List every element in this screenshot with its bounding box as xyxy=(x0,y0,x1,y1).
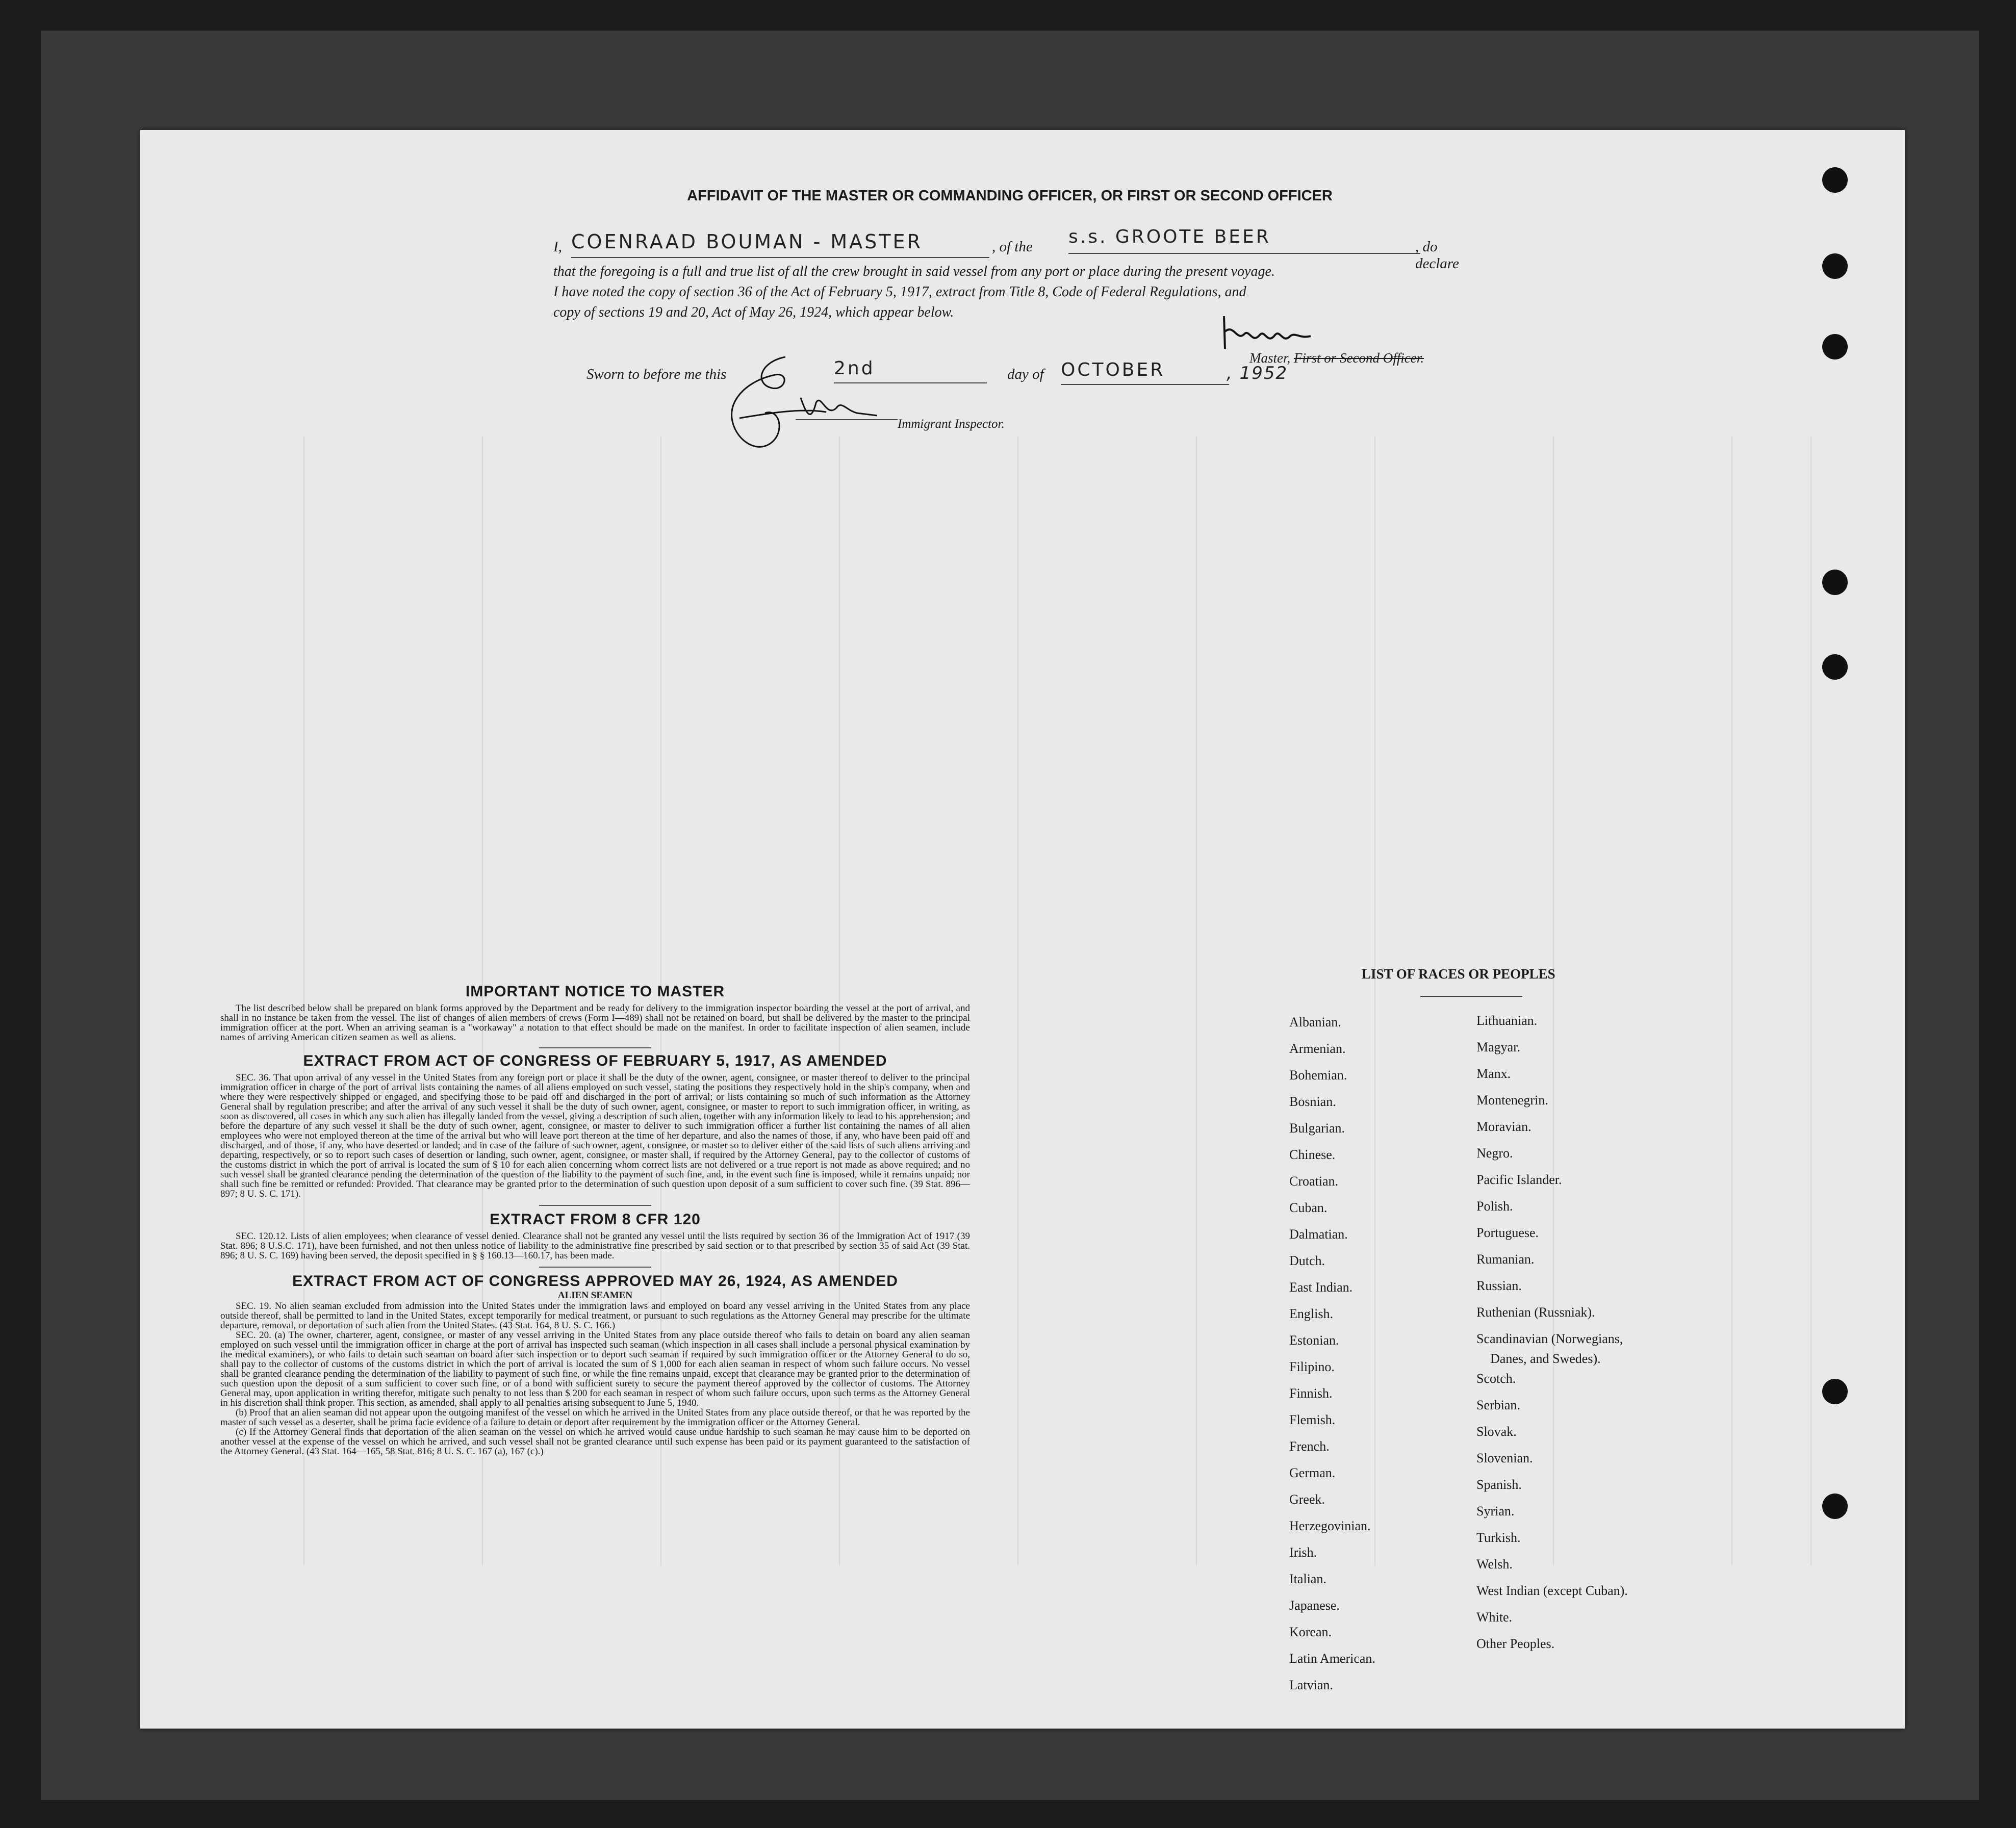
race-item: Japanese. xyxy=(1289,1598,1340,1613)
notice-title: IMPORTANT NOTICE TO MASTER xyxy=(465,983,725,1000)
race-item: Estonian. xyxy=(1289,1333,1339,1348)
race-item: Albanian. xyxy=(1289,1015,1341,1029)
sec19-text: SEC. 19. No alien seaman excluded from admission into the United States under the immigration laws and employed on board any vessel arriving in the United States from any place outside thereof, shall be permitted to land in the United States, except temporarily for medical treatment, or pursuant to such regulations as the Attorney General may prescribe for the ultimate departure, removal, or deportation of such alien from the United States. (43 Stat. 164, 8 U. S. C. 166.) xyxy=(220,1301,970,1331)
race-item: White. xyxy=(1476,1610,1513,1625)
race-item: English. xyxy=(1289,1306,1333,1321)
inspector-rule xyxy=(796,418,898,420)
race-item: Scandinavian (Norwegians, xyxy=(1476,1331,1623,1346)
pronoun: I, xyxy=(553,239,562,255)
race-item: Manx. xyxy=(1476,1066,1511,1081)
sec20b-text: (b) Proof that an alien seaman did not appear upon the outgoing manifest of the vessel on which he arrived in the United States from any place outside thereof, or that he was reported by the master of such vessel as a deserter, shall be prima facie evidence of a failure to detain or deport after requirement by the immigration officer or the Attorney General. xyxy=(220,1407,970,1428)
races-title: LIST OF RACES OR PEOPLES xyxy=(1362,966,1555,982)
race-item: Russian. xyxy=(1476,1278,1522,1293)
race-item: Slovak. xyxy=(1476,1424,1517,1439)
race-item: Bohemian. xyxy=(1289,1068,1347,1083)
race-item: Chinese. xyxy=(1289,1147,1336,1162)
race-item: Portuguese. xyxy=(1476,1225,1539,1240)
race-item: Greek. xyxy=(1289,1492,1325,1507)
bleed-through-rule xyxy=(1810,436,1811,1565)
bleed-through-rule xyxy=(1553,436,1554,1565)
bleed-through-rule xyxy=(1731,436,1732,1565)
race-item: Dutch. xyxy=(1289,1253,1325,1268)
bleed-through-rule xyxy=(1017,436,1018,1565)
race-item: Rumanian. xyxy=(1476,1252,1535,1267)
race-item: Latvian. xyxy=(1289,1678,1333,1692)
declaration-text-line4: copy of sections 19 and 20, Act of May 26, 1924, which appear below. xyxy=(553,304,954,320)
sec20a-text: SEC. 20. (a) The owner, charterer, agent, consignee, or master of any vessel arriving in the United States from any place outside thereof who fails to detain on board any alien seaman employed on such vessel until the immigration officer in charge at the port of arrival has inspected such seaman (which inspection in all cases shall include a personal physical examination by the medical examiners), or who fails to detain such seaman on board after such inspection or to deport such seaman if required by such immigration officer or the Attorney General to do so, shall pay to the collector of customs of the customs district in which the port of arrival is located the sum of $ 1,000 for each alien seaman in respect of whom such failure occurs. No vessel shall be granted clearance pending the determination of the liability to payment of such fine, or while the fine remains unpaid, except that clearance may be granted prior to the determination of such question upon the deposit of a sum sufficient to cover such fine, or of a bond with sufficient surety to secure the payment thereof approved by the collector of customs. The Attorney General may, upon application in writing therefor, mitigate such penalty to not less than $ 200 for each seaman in respect of whom such failure occurs, upon such terms as the Attorney General in his discretion shall think proper. This section, as amended, shall apply to all penalties arising subsequent to June 5, 1940. xyxy=(220,1330,970,1408)
race-item: Polish. xyxy=(1476,1199,1513,1214)
race-item: Filipino. xyxy=(1289,1359,1335,1374)
sworn-day: 2nd xyxy=(834,358,987,383)
divider xyxy=(539,1205,651,1206)
legal-notices xyxy=(220,983,970,1456)
extract-cfr-body: SEC. 120.12. Lists of alien employees; when clearance of vessel denied. Clearance shall not be granted any vessel until the lists required by section 36 of the Immigration Act of 1917 (39 Stat. 896; 8 U.S.C. 171), have been furnished, and not then unless notice of liability to the administrative fine prescribed by said section or to that prescribed by section 35 of said Act (39 Stat. 896; 8 U. S. C. 169) having been served, the deposit specified in § § 160.13—160.17, has been made. xyxy=(220,1231,970,1261)
race-item: Serbian. xyxy=(1476,1398,1520,1412)
master-label: Master, xyxy=(1249,350,1291,366)
divider xyxy=(539,1267,651,1268)
race-item: Cuban. xyxy=(1289,1200,1328,1215)
race-item: Armenian. xyxy=(1289,1041,1346,1056)
race-item: German. xyxy=(1289,1465,1336,1480)
divider xyxy=(539,1047,651,1048)
race-item: Welsh. xyxy=(1476,1557,1513,1572)
sworn-label: Sworn to before me this xyxy=(586,366,727,382)
race-item: Negro. xyxy=(1476,1146,1513,1161)
race-item: Herzegovinian. xyxy=(1289,1518,1371,1533)
punch-hole xyxy=(1822,167,1848,193)
struck-officer-label: First or Second Officer. xyxy=(1294,350,1424,366)
sec20c-text: (c) If the Attorney General finds that deportation of the alien seaman on the vessel on which he arrived would cause undue hardship to such seaman he may cause him to be deported on another vessel at the expense of the vessel on which he arrived, and such vessel shall not be granted clearance until such expense has been paid or its payment guaranteed to the satisfaction of the Attorney General. (43 Stat. 164—165, 58 Stat. 816; 8 U. S. C. 167 (a), 167 (c).) xyxy=(220,1427,970,1457)
race-item: Korean. xyxy=(1289,1625,1332,1639)
races-title-rule xyxy=(1420,996,1522,997)
race-item: Lithuanian. xyxy=(1476,1013,1538,1028)
declarant-name: COENRAAD BOUMAN - MASTER xyxy=(571,230,989,258)
notice-body: The list described below shall be prepared on blank forms approved by the Department and be ready for delivery to the immigration inspector boarding the vessel at the port of arrival, and shall in no instance be taken from the vessel. The list of changes of alien members of crews (Form I—489) shall not be retained on board, but shall be delivered by the master to the principal immigration officer at the port. When an arriving seaman is a "workaway" a notation to that effect should be made on the manifest. In order to facilitate inspection of alien seamen, include names of arriving American citizen seamen as well as aliens. xyxy=(220,1003,970,1043)
race-item: Bosnian. xyxy=(1289,1094,1336,1109)
do-declare-label: , do declare xyxy=(1415,239,1459,272)
punch-hole xyxy=(1822,253,1848,279)
inspector-label: Immigrant Inspector. xyxy=(898,417,1005,431)
race-item: Bulgarian. xyxy=(1289,1121,1345,1136)
extract-cfr-title: EXTRACT FROM 8 CFR 120 xyxy=(490,1211,701,1228)
bleed-through-rule xyxy=(1196,436,1197,1565)
race-item: Croatian. xyxy=(1289,1174,1339,1189)
race-item: West Indian (except Cuban). xyxy=(1476,1583,1628,1598)
punch-hole xyxy=(1822,1379,1848,1404)
extract-1924-title: EXTRACT FROM ACT OF CONGRESS APPROVED MAY 26, 1924, AS AMENDED xyxy=(292,1273,898,1290)
declaration-text-line2: that the foregoing is a full and true list of all the crew brought in said vessel from any port or place during the present voyage. xyxy=(553,264,1275,279)
race-item: Pacific Islander. xyxy=(1476,1172,1562,1187)
race-item: East Indian. xyxy=(1289,1280,1353,1295)
race-item: Moravian. xyxy=(1476,1119,1532,1134)
sworn-month: OCTOBER xyxy=(1061,359,1229,385)
race-item-continuation: Danes, and Swedes). xyxy=(1490,1351,1601,1366)
extract-1917-title: EXTRACT FROM ACT OF CONGRESS OF FEBRUARY 5, 1917, AS AMENDED xyxy=(303,1052,887,1069)
punch-hole xyxy=(1822,570,1848,595)
declaration-text-line3: I have noted the copy of section 36 of the Act of February 5, 1917, extract from Title 8, Code of Federal Regulations, and xyxy=(553,284,1246,300)
sworn-year: , 1952 xyxy=(1227,363,1288,383)
race-item: French. xyxy=(1289,1439,1330,1454)
race-item: Dalmatian. xyxy=(1289,1227,1348,1242)
punch-hole xyxy=(1822,334,1848,359)
race-item: Montenegrin. xyxy=(1476,1093,1548,1108)
race-item: Finnish. xyxy=(1289,1386,1333,1401)
vessel-name: s.s. GROOTE BEER xyxy=(1068,226,1420,254)
race-item: Irish. xyxy=(1289,1545,1317,1560)
bleed-through-rule xyxy=(1374,436,1375,1565)
race-item: Ruthenian (Russniak). xyxy=(1476,1305,1595,1320)
alien-seamen-subtitle: ALIEN SEAMEN xyxy=(557,1290,633,1301)
race-item: Latin American. xyxy=(1289,1651,1375,1666)
affidavit-title: AFFIDAVIT OF THE MASTER OR COMMANDING OFFICER, OR FIRST OR SECOND OFFICER xyxy=(687,188,1333,204)
race-item: Turkish. xyxy=(1476,1530,1521,1545)
of-the-label: , of the xyxy=(992,239,1033,255)
race-item: Magyar. xyxy=(1476,1040,1520,1054)
race-item: Italian. xyxy=(1289,1572,1326,1586)
race-item: Slovenian. xyxy=(1476,1451,1533,1465)
extract-1917-body: SEC. 36. That upon arrival of any vessel in the United States from any foreign port or place it shall be the duty of the owner, agent, consignee, or master thereof to deliver to the principal immigration officer in charge of the port of arrival lists containing the names of all aliens employed on such vessel, stating the positions they respectively hold in the ship's company, when and where they were respectively shipped or engaged, and specifying those to be paid off and discharged in the port of arrival; or lists containing so much of such information as the Attorney General shall by regulation prescribe; and after the arrival of any such vessel it shall be the duty of such owner, agent, consignee, or master to report to such immigration officer, in writing, as soon as discovered, all cases in which any such alien has illegally landed from the vessel, giving a description of such alien, together with any information likely to lead to his apprehension; and before the departure of any such vessel it shall be the duty of such owner, agent, consignee, or master to deliver to such immigration officer a further list containing the names of all alien employees who were not employed thereon at the time of the arrival but who will leave port thereon at the time of her departure, and also the names of those, if any, who have been paid off and discharged, and of those, if any, who have deserted or landed; and in case of the failure of such owner, agent, consignee, or master so to deliver either of the said lists of such aliens arriving and departing, respectively, or so to report such cases of desertion or landing, such owner, agent, consignee, or master shall, if required by the Attorney General, pay to the collector of customs of the customs district in which the port of arrival is located the sum of $ 10 for each alien concerning whom correct lists are not delivered or a true report is not made as above required; and no such vessel shall be granted clearance pending the determination of the question of the liability to the payment of such fine, and, in the event such fine is imposed, while it remains unpaid; nor shall such fine be remitted or refunded: Provided. That clearance may be granted prior to the determination of such question upon deposit of a sum sufficient to cover such fine. (39 Stat. 896—897; 8 U. S. C. 171). xyxy=(220,1072,970,1199)
race-item: Spanish. xyxy=(1476,1477,1522,1492)
inspector-signature xyxy=(709,352,882,464)
race-item: Scotch. xyxy=(1476,1371,1516,1386)
race-item: Other Peoples. xyxy=(1476,1636,1555,1651)
day-of-label: day of xyxy=(1007,366,1044,382)
race-item: Flemish. xyxy=(1289,1412,1336,1427)
race-item: Syrian. xyxy=(1476,1504,1515,1518)
punch-hole xyxy=(1822,1494,1848,1519)
punch-hole xyxy=(1822,654,1848,680)
